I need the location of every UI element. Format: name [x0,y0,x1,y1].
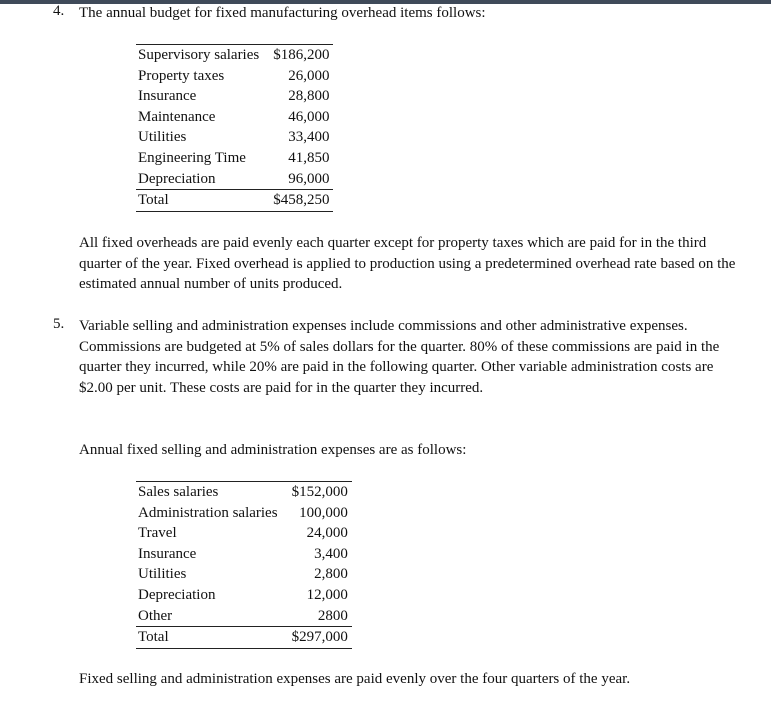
item-5-intro: Annual fixed selling and administration expenses are as follows: [79,442,467,458]
row-amount: 2,800 [314,566,348,583]
row-amount: $186,200 [273,45,333,66]
item-5-closing: Fixed selling and administration expenses are paid evenly over the four quarters of the year. [79,671,631,687]
table-row [136,148,333,169]
table-row [136,503,352,524]
table-row [136,585,352,606]
item-5-paragraph: Variable selling and administration expenses include commissions and other administrative expenses. Commissions are budgeted at 5% of sales dollars for the quarter. 80% of these commissions are paid in the quarter they incurred, while 20% are paid in the following quarter. Other variable administration costs are $2.00 per unit. These costs are paid for in the quarter they incurred. [79,318,720,396]
item-5-number: 5. [53,316,65,332]
row-label: Property taxes [138,67,225,84]
table-row [136,127,333,148]
row-amount: $152,000 [292,482,352,503]
selling-admin-table [136,481,352,649]
row-amount: 41,850 [288,149,330,166]
row-amount: 2800 [292,606,352,627]
item-4-paragraph: All fixed overheads are paid evenly each quarter except for property taxes which are paid for in the third quarter of the year. Fixed overhead is applied to production using a predetermined overhead rate based on the estimated annual number of units produced. [79,235,736,293]
row-label: Other [138,607,173,624]
row-label: Supervisory salaries [136,45,273,66]
total-row [136,190,333,212]
manufacturing-overhead-table [136,44,333,212]
row-amount: 33,400 [288,129,330,146]
row-label: Depreciation [138,586,216,603]
row-amount: 46,000 [288,108,330,125]
row-label: Engineering Time [138,149,246,166]
table-row [136,66,333,87]
item-4-number: 4. [53,3,65,19]
table-row [136,482,352,503]
table-row [136,564,352,585]
row-label: Utilities [138,129,187,146]
row-label: Administration salaries [138,504,278,521]
table-row [136,523,352,544]
row-label: Insurance [138,88,197,105]
row-amount: 3,400 [314,545,348,562]
table-row [136,107,333,128]
total-amount: $458,250 [273,190,333,212]
row-amount: 24,000 [306,525,348,542]
row-label: Travel [138,525,177,542]
row-amount: 26,000 [288,67,330,84]
row-amount: 100,000 [299,504,348,521]
row-label: Utilities [138,566,187,583]
row-amount: 96,000 [273,169,333,190]
table-row [136,86,333,107]
row-label: Depreciation [138,170,216,187]
total-row [136,627,352,649]
table-row [136,606,352,627]
row-amount: 28,800 [288,88,330,105]
total-amount: $297,000 [292,627,352,649]
table-row [136,45,333,66]
table-row [136,169,333,190]
total-label: Total [136,627,292,649]
row-label: Insurance [138,545,197,562]
row-label: Maintenance [138,108,216,125]
table-row [136,544,352,565]
item-4-heading: The annual budget for fixed manufacturing overhead items follows: [79,5,486,21]
row-amount: 12,000 [306,586,348,603]
row-label: Sales salaries [136,482,292,503]
total-label: Total [136,190,273,212]
